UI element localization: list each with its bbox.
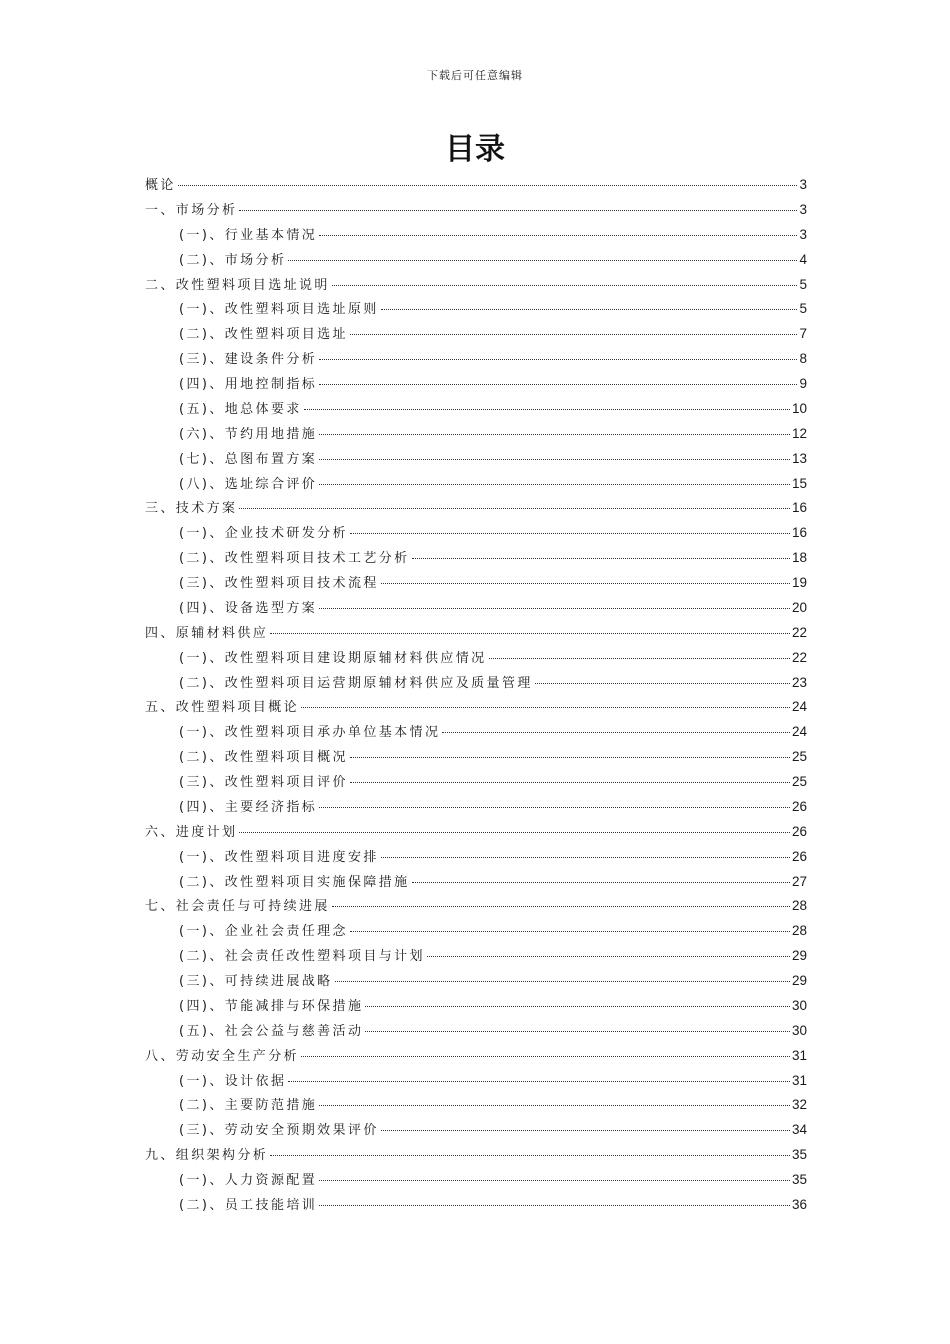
toc-entry-label: (二)、改性塑料项目选址 xyxy=(179,327,348,343)
toc-entry-label: (一)、人力资源配置 xyxy=(179,1173,318,1188)
toc-dot-leader xyxy=(301,1056,790,1057)
toc-entry[interactable] xyxy=(145,1070,807,1095)
toc-entry-page-number: 26 xyxy=(791,798,807,814)
toc-entry-label: (三)、改性塑料项目评价 xyxy=(179,775,348,790)
toc-dot-leader xyxy=(319,235,797,236)
toc-dot-leader xyxy=(319,608,790,609)
toc-entry[interactable] xyxy=(145,224,807,249)
toc-entry[interactable] xyxy=(145,174,807,199)
header-note: 下载后可任意编辑 xyxy=(427,69,523,82)
toc-entry[interactable] xyxy=(145,970,807,995)
toc-entry-label: (一)、企业技术研发分析 xyxy=(179,526,348,542)
toc-entry[interactable] xyxy=(145,721,807,746)
toc-entry[interactable] xyxy=(145,323,807,348)
toc-entry[interactable] xyxy=(145,945,807,970)
toc-entry[interactable] xyxy=(145,995,807,1020)
toc-dot-leader xyxy=(350,334,798,335)
toc-dot-leader xyxy=(442,732,790,733)
toc-dot-leader xyxy=(288,1081,790,1082)
toc-entry[interactable] xyxy=(145,920,807,945)
toc-dot-leader xyxy=(381,583,790,584)
toc-entry[interactable] xyxy=(145,1144,807,1169)
toc-entry-page-number: 20 xyxy=(791,599,807,615)
toc-entry-label: (四)、节能减排与环保措施 xyxy=(179,998,364,1014)
toc-dot-leader xyxy=(239,832,790,833)
toc-entry-page-number: 13 xyxy=(791,450,807,466)
toc-dot-leader xyxy=(412,882,790,883)
toc-entry-page-number: 24 xyxy=(791,724,807,740)
toc-entry-label: 二、改性塑料项目选址说明 xyxy=(145,277,330,293)
toc-entry-label: 七、社会责任与可持续进展 xyxy=(145,899,330,915)
toc-entry-page-number: 26 xyxy=(791,848,807,864)
toc-entry-label: 三、技术方案 xyxy=(145,501,238,517)
toc-entry-label: 八、劳动安全生产分析 xyxy=(145,1048,300,1064)
toc-entry-page-number: 9 xyxy=(799,376,807,391)
toc-entry-page-number: 25 xyxy=(791,774,807,789)
toc-entry-page-number: 35 xyxy=(791,1147,807,1163)
toc-dot-leader xyxy=(365,1006,790,1007)
toc-entry-label: 概论 xyxy=(145,178,176,193)
toc-entry[interactable] xyxy=(145,1169,807,1194)
toc-dot-leader xyxy=(335,981,790,982)
table-of-contents xyxy=(145,174,807,1219)
toc-entry-page-number: 29 xyxy=(791,948,807,964)
toc-entry-label: (一)、行业基本情况 xyxy=(179,227,318,243)
toc-entry-page-number: 24 xyxy=(791,699,807,715)
toc-entry-label: (二)、改性塑料项目运营期原辅材料供应及质量管理 xyxy=(179,675,533,691)
toc-entry[interactable] xyxy=(145,249,807,274)
toc-dot-leader xyxy=(319,807,790,808)
toc-entry[interactable] xyxy=(145,497,807,522)
toc-entry-page-number: 23 xyxy=(791,674,807,690)
toc-entry-page-number: 22 xyxy=(791,624,807,640)
toc-entry[interactable] xyxy=(145,572,807,597)
toc-dot-leader xyxy=(288,260,797,261)
toc-entry-label: (六)、节约用地措施 xyxy=(179,426,318,442)
toc-entry-label: (二)、改性塑料项目概况 xyxy=(179,750,348,766)
toc-entry[interactable] xyxy=(145,796,807,821)
toc-entry[interactable] xyxy=(145,348,807,373)
toc-dot-leader xyxy=(332,906,790,907)
toc-dot-leader xyxy=(304,409,790,410)
toc-entry-label: 六、进度计划 xyxy=(145,824,238,840)
toc-dot-leader xyxy=(270,633,790,634)
toc-dot-leader xyxy=(350,931,790,932)
toc-entry-label: (二)、市场分析 xyxy=(179,252,287,268)
toc-entry[interactable] xyxy=(145,473,807,498)
toc-entry-page-number: 5 xyxy=(799,301,807,317)
toc-entry[interactable] xyxy=(145,1094,807,1119)
toc-entry-label: (三)、改性塑料项目技术流程 xyxy=(179,576,379,591)
toc-entry-label: (二)、员工技能培训 xyxy=(179,1197,318,1213)
toc-entry[interactable] xyxy=(145,274,807,299)
toc-dot-leader xyxy=(319,1105,790,1106)
toc-dot-leader xyxy=(319,484,790,485)
toc-entry-label: 四、原辅材料供应 xyxy=(145,625,269,641)
toc-entry-page-number: 7 xyxy=(799,326,807,342)
toc-dot-leader xyxy=(239,508,790,509)
toc-entry-label: (三)、建设条件分析 xyxy=(179,352,318,368)
toc-dot-leader xyxy=(350,757,790,758)
toc-entry[interactable] xyxy=(145,846,807,871)
toc-entry-label: (八)、选址综合评价 xyxy=(179,476,318,492)
toc-entry-page-number: 29 xyxy=(791,973,807,988)
toc-entry[interactable] xyxy=(145,895,807,920)
toc-entry[interactable] xyxy=(145,771,807,796)
toc-entry[interactable] xyxy=(145,597,807,622)
toc-entry-label: (一)、改性塑料项目承办单位基本情况 xyxy=(179,725,441,741)
toc-entry-page-number: 5 xyxy=(799,276,807,292)
toc-entry-label: (四)、用地控制指标 xyxy=(179,377,318,392)
toc-dot-leader xyxy=(350,533,790,534)
toc-entry[interactable] xyxy=(145,547,807,572)
toc-entry-label: (三)、劳动安全预期效果评价 xyxy=(179,1123,379,1139)
toc-dot-leader xyxy=(178,185,798,186)
toc-entry-label: 九、组织架构分析 xyxy=(145,1148,269,1164)
toc-entry[interactable] xyxy=(145,1045,807,1070)
toc-entry-page-number: 10 xyxy=(791,400,807,416)
toc-dot-leader xyxy=(535,683,790,684)
toc-dot-leader xyxy=(489,658,790,659)
toc-entry[interactable] xyxy=(145,199,807,224)
toc-entry-label: (一)、改性塑料项目选址原则 xyxy=(179,302,379,318)
toc-entry-label: (一)、改性塑料项目建设期原辅材料供应情况 xyxy=(179,650,487,666)
toc-entry-label: (七)、总图布置方案 xyxy=(179,451,318,467)
toc-dot-leader xyxy=(319,359,797,360)
toc-entry[interactable] xyxy=(145,696,807,721)
toc-entry-page-number: 4 xyxy=(799,251,807,267)
toc-entry-label: (一)、企业社会责任理念 xyxy=(179,924,348,940)
toc-entry-page-number: 19 xyxy=(791,575,807,590)
toc-dot-leader xyxy=(412,558,790,559)
toc-entry[interactable] xyxy=(145,448,807,473)
toc-entry[interactable] xyxy=(145,373,807,398)
toc-dot-leader xyxy=(270,1155,790,1156)
toc-dot-leader xyxy=(319,1180,790,1181)
toc-entry-page-number: 25 xyxy=(791,749,807,765)
toc-entry[interactable] xyxy=(145,647,807,672)
toc-entry-page-number: 3 xyxy=(799,226,807,242)
toc-entry[interactable] xyxy=(145,398,807,423)
toc-entry-page-number: 3 xyxy=(799,201,807,217)
toc-entry-label: 五、改性塑料项目概论 xyxy=(145,700,300,716)
page-title: 目录 xyxy=(445,132,505,167)
toc-entry-page-number: 36 xyxy=(791,1196,807,1212)
toc-entry[interactable] xyxy=(145,1020,807,1045)
toc-dot-leader xyxy=(365,1031,790,1032)
toc-dot-leader xyxy=(319,459,790,460)
toc-dot-leader xyxy=(381,309,798,310)
toc-entry[interactable] xyxy=(145,298,807,323)
toc-entry-page-number: 28 xyxy=(791,898,807,914)
toc-entry[interactable] xyxy=(145,821,807,846)
toc-entry[interactable] xyxy=(145,871,807,896)
toc-entry-page-number: 18 xyxy=(791,550,807,566)
toc-entry[interactable] xyxy=(145,672,807,697)
toc-entry-label: (二)、改性塑料项目技术工艺分析 xyxy=(179,551,410,567)
toc-entry-page-number: 27 xyxy=(791,873,807,889)
toc-entry-label: (一)、改性塑料项目进度安排 xyxy=(179,849,379,865)
toc-entry-page-number: 16 xyxy=(791,525,807,541)
toc-entry-page-number: 22 xyxy=(791,649,807,665)
toc-entry[interactable] xyxy=(145,622,807,647)
toc-entry-label: (二)、主要防范措施 xyxy=(179,1098,318,1114)
toc-entry-page-number: 34 xyxy=(791,1122,807,1138)
toc-dot-leader xyxy=(427,956,790,957)
toc-entry-label: (四)、主要经济指标 xyxy=(179,799,318,815)
toc-entry-label: (五)、地总体要求 xyxy=(179,401,302,417)
toc-entry-page-number: 3 xyxy=(799,177,807,192)
toc-entry[interactable] xyxy=(145,1194,807,1219)
toc-dot-leader xyxy=(319,384,797,385)
toc-dot-leader xyxy=(332,285,798,286)
toc-entry-page-number: 30 xyxy=(791,1022,807,1038)
toc-dot-leader xyxy=(239,210,797,211)
toc-entry-label: (三)、可持续进展战略 xyxy=(179,974,333,989)
toc-entry-label: (二)、改性塑料项目实施保障措施 xyxy=(179,874,410,890)
toc-entry-page-number: 16 xyxy=(791,500,807,516)
toc-dot-leader xyxy=(350,782,790,783)
toc-entry[interactable] xyxy=(145,1119,807,1144)
toc-entry-page-number: 15 xyxy=(791,475,807,491)
toc-entry-label: 一、市场分析 xyxy=(145,202,238,218)
toc-entry-label: (二)、社会责任改性塑料项目与计划 xyxy=(179,949,425,965)
toc-entry[interactable] xyxy=(145,423,807,448)
toc-entry-label: (五)、社会公益与慈善活动 xyxy=(179,1023,364,1039)
toc-entry-page-number: 26 xyxy=(791,823,807,839)
toc-entry[interactable] xyxy=(145,746,807,771)
toc-dot-leader xyxy=(301,707,790,708)
toc-entry-page-number: 28 xyxy=(791,923,807,939)
toc-entry-label: (一)、设计依据 xyxy=(179,1073,287,1089)
toc-entry-page-number: 12 xyxy=(791,425,807,441)
toc-entry-label: (四)、设备选型方案 xyxy=(179,600,318,616)
toc-entry-page-number: 31 xyxy=(791,1047,807,1063)
toc-entry-page-number: 31 xyxy=(791,1072,807,1088)
toc-dot-leader xyxy=(319,1205,790,1206)
toc-dot-leader xyxy=(319,434,790,435)
toc-dot-leader xyxy=(381,1130,790,1131)
toc-entry[interactable] xyxy=(145,522,807,547)
toc-dot-leader xyxy=(381,857,790,858)
toc-entry-page-number: 30 xyxy=(791,997,807,1013)
toc-entry-page-number: 8 xyxy=(799,351,807,367)
toc-entry-page-number: 32 xyxy=(791,1097,807,1113)
toc-entry-page-number: 35 xyxy=(791,1172,807,1187)
